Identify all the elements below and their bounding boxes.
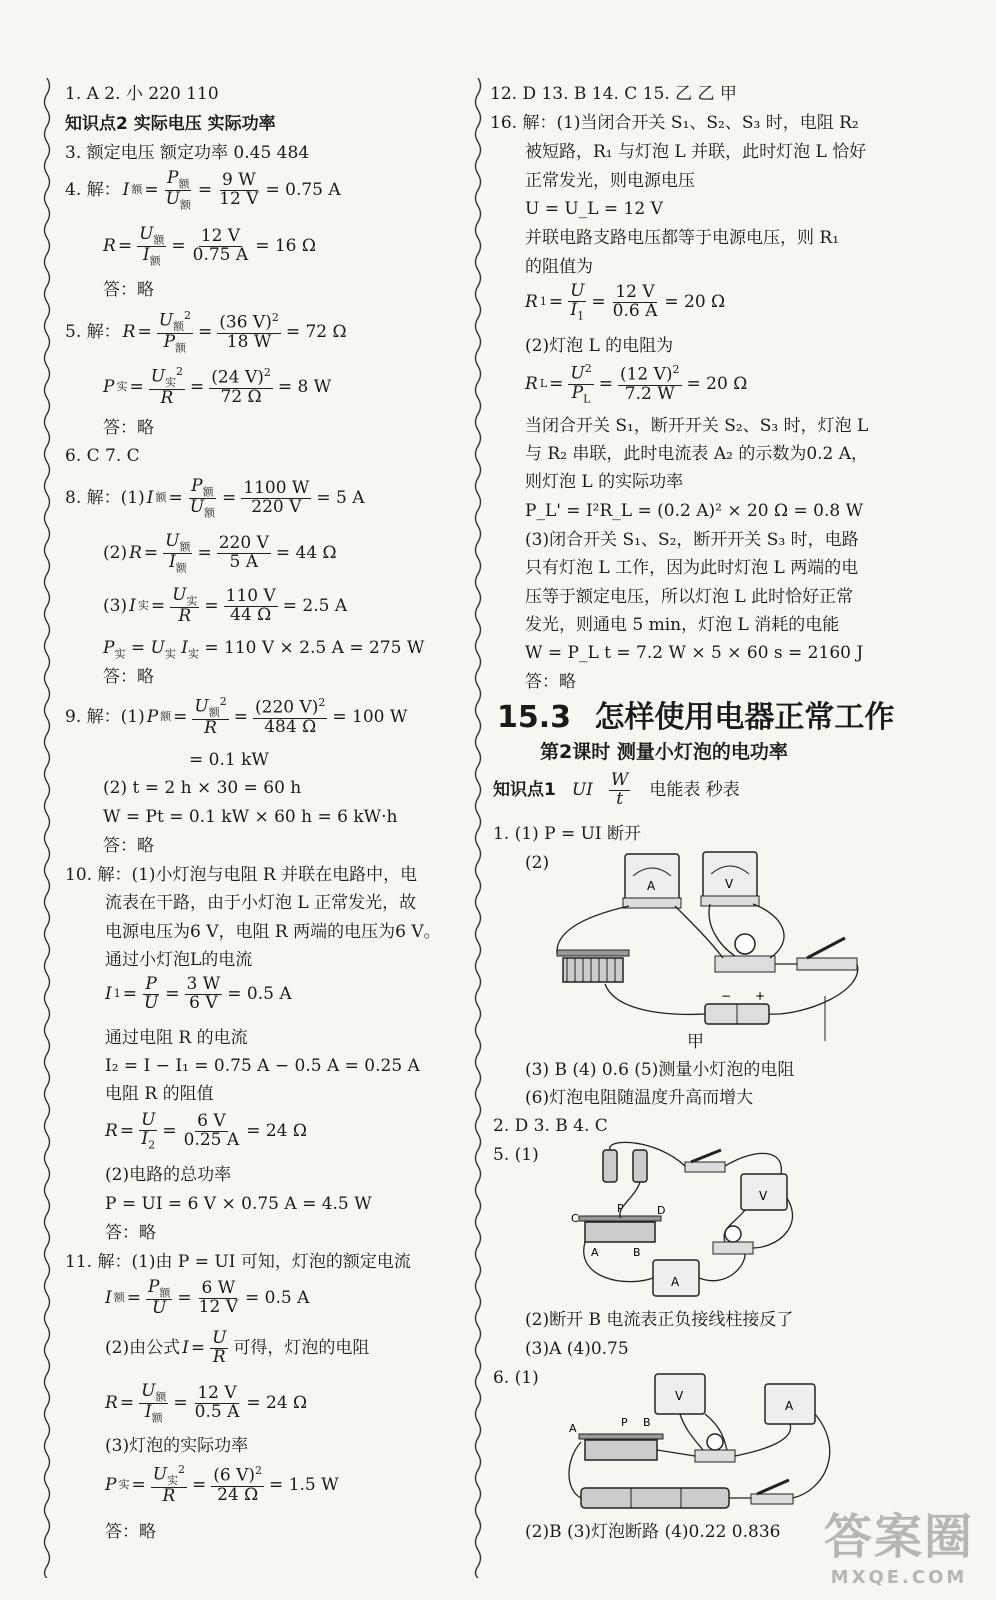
- ammeter-icon: [765, 1384, 815, 1424]
- q10-line-3: 电源电压为6 V，电阻 R 两端的电压为6 V。: [105, 922, 441, 942]
- q1-line-4: (6)灯泡电阻随温度升高而增大: [525, 1088, 754, 1108]
- battery-icon: [705, 989, 769, 1024]
- answer-line-6: 6. C 7. C: [65, 446, 140, 466]
- watermark-logo: 答案圈 MXQE.COM: [823, 1509, 974, 1588]
- q16-line-4: 并联电路支路电压都等于电源电压，则 R₁: [525, 228, 840, 248]
- q4-answer: 答：略: [103, 280, 154, 300]
- answer-line-2: 2. D 3. B 4. C: [493, 1116, 608, 1136]
- q16-line-1: 16. 解：(1)当闭合开关 S₁、S₂、S₃ 时，电阻 R₂: [490, 113, 859, 133]
- q16-energy: W = P_L t = 7.2 W × 5 × 60 s = 2160 J: [525, 643, 864, 663]
- q10-power: P = UI = 6 V × 0.75 A = 4.5 W: [105, 1194, 372, 1214]
- ammeter-icon: [623, 854, 681, 908]
- q10-resistance-equation: R = $\frac{U}{I_2}$ = $\frac{6 V}{0.25 A}$ = 24 Ω: [105, 1110, 307, 1152]
- q1-line-2: (2): [525, 853, 550, 873]
- svg-text:A: A: [591, 1246, 599, 1259]
- battery-icon: [581, 1488, 729, 1508]
- svg-text:−: −: [721, 989, 732, 1003]
- q16-line-5: 的阻值为: [525, 257, 593, 277]
- q16-answer: 答：略: [525, 672, 576, 692]
- q11-resistance-equation: R = $\frac{U_额}{I_额}$ = $\frac{12 V}{0.5 A}$ = 24 Ω: [105, 1381, 308, 1425]
- bulb-icon: [713, 1226, 753, 1254]
- q16-line-3: 正常发光，则电源电压: [525, 171, 695, 191]
- q9-power-equation: 9. 解：(1) P 额 = $\frac{U_额^2}{R}$ = $\frac{(220 V)^2}{484 \Omega}$ = 100 W: [65, 695, 408, 738]
- q5-resistance-equation: 5. 解： R = $\frac{U_额^2}{P_额}$ = $\frac{(36 V)^2}{18 W}$ = 72 Ω: [65, 309, 347, 354]
- q10-answer: 答：略: [105, 1223, 156, 1243]
- voltmeter-icon: [655, 1374, 705, 1414]
- svg-text:A: A: [569, 1422, 577, 1435]
- q10-line-6: 电阻 R 的阻值: [105, 1084, 214, 1104]
- svg-text:V: V: [725, 877, 734, 891]
- rheostat-icon: [569, 1416, 663, 1460]
- q9-energy: W = Pt = 0.1 kW × 60 h = 6 kW·h: [103, 807, 398, 827]
- knowledge-point-2: 知识点2 实际电压 实际功率: [65, 114, 276, 134]
- switch-icon: [685, 1150, 725, 1172]
- rheostat-icon: [557, 950, 629, 982]
- q16-line-9: 则灯泡 L 的实际功率: [525, 472, 684, 492]
- q16-line-13: 发光，则通电 5 min，灯泡 L 消耗的电能: [525, 615, 840, 635]
- q4-resistance-equation: R = $\frac{U_额}{I_额}$ = $\frac{12 V}{0.75 A}$ = 16 Ω: [103, 224, 316, 268]
- q16-line-11: 只有灯泡 L 工作，因为此时灯泡 L 两端的电: [525, 558, 859, 578]
- answer-line-3: 3. 额定电压 额定功率 0.45 484: [65, 143, 310, 163]
- q11-line-2: (2)由公式 I = $\frac{U}{R}$ 可得，灯泡的电阻: [105, 1328, 370, 1367]
- figure-1-caption: 甲: [687, 1032, 704, 1052]
- q16-line-8: 与 R₂ 串联，此时电流表 A₂ 的示数为0.2 A，: [525, 444, 869, 464]
- q1-line-3: (3) B (4) 0.6 (5)测量小灯泡的电阻: [525, 1060, 795, 1080]
- q6-line-2: (2)B (3)灯泡断路 (4)0.22 0.836: [525, 1522, 781, 1542]
- q9-time: (2) t = 2 h × 30 = 60 h: [103, 778, 302, 798]
- q1-line-1: 1. (1) P = UI 断开: [493, 824, 642, 844]
- q10-line-1: 10. 解：(1)小灯泡与电阻 R 并联在电路中，电: [65, 865, 418, 885]
- q9-answer: 答：略: [103, 836, 154, 856]
- q8-current-equation: 8. 解：(1) I 额 = $\frac{P_额}{U_额}$ = $\frac{1100 W}{220 V}$ = 5 A: [65, 476, 365, 520]
- svg-text:B: B: [643, 1416, 651, 1429]
- q11-current-equation: I 额 = $\frac{P_额}{U}$ = $\frac{6 W}{12 V}$ = 0.5 A: [105, 1277, 310, 1318]
- lesson-title: 第2课时 测量小灯泡的电功率: [540, 741, 788, 763]
- svg-text:A: A: [785, 1399, 794, 1413]
- q11-line-3: (3)灯泡的实际功率: [105, 1436, 249, 1456]
- q16-voltage: U = U_L = 12 V: [525, 199, 663, 219]
- svg-text:+: +: [755, 989, 766, 1003]
- q16-line-10: (3)闭合开关 S₁、S₂，断开开关 S₃ 时，电路: [525, 530, 859, 550]
- svg-text:V: V: [759, 1189, 768, 1203]
- svg-text:A: A: [671, 1275, 680, 1289]
- section-title: 怎样使用电器正常工作: [594, 700, 895, 735]
- q5-line-3: (3)A (4)0.75: [525, 1339, 629, 1359]
- knowledge-point-1: 知识点1 UI $\frac{W}{t}$ 电能表 秒表: [493, 770, 740, 809]
- q8-actual-current-equation: (3) I 实 = $\frac{U_实}{R}$ = $\frac{110 V}{44 \Omega}$ = 2.5 A: [103, 585, 348, 626]
- answer-line-12: 12. D 13. B 14. C 15. 乙 乙 甲: [490, 84, 737, 104]
- q16-power: P_L' = I²R_L = (0.2 A)² × 20 Ω = 0.8 W: [525, 501, 864, 521]
- circuit-figure-1: [545, 846, 865, 1056]
- svg-text:A: A: [647, 879, 656, 893]
- q16-rl-equation: R L = $\frac{U^2}{P_L}$ = $\frac{(12 V)^2}{7.2 W}$ = 20 Ω: [525, 362, 748, 405]
- switch-icon: [797, 938, 857, 970]
- q5-answer: 答：略: [103, 418, 154, 438]
- q16-line-6: (2)灯泡 L 的电阻为: [525, 336, 674, 356]
- svg-text:D: D: [657, 1204, 666, 1217]
- q11-power-equation: P 实 = $\frac{U_实^2}{R}$ = $\frac{(6 V)^2}{24 \Omega}$ = 1.5 W: [105, 1463, 339, 1506]
- q11-line-1: 11. 解：(1)由 P = UI 可知，灯泡的额定电流: [65, 1252, 411, 1272]
- svg-text:P: P: [621, 1416, 628, 1429]
- q5-power-equation: P 实 = $\frac{U_实^2}{R}$ = $\frac{(24 V)^2}{72 \Omega}$ = 8 W: [103, 365, 332, 408]
- q10-i2: I₂ = I − I₁ = 0.75 A − 0.5 A = 0.25 A: [105, 1056, 420, 1076]
- q6-label: 6. (1): [493, 1368, 539, 1388]
- circuit-figure-2: [545, 1138, 845, 1313]
- q5-line-2: (2)断开 B 电流表正负接线柱接反了: [525, 1310, 794, 1330]
- q10-line-4: 通过小灯泡L的电流: [105, 950, 253, 970]
- q10-line-5: 通过电阻 R 的电流: [105, 1028, 248, 1048]
- center-wavy-border: [471, 78, 485, 1578]
- svg-text:V: V: [675, 1389, 684, 1403]
- section-number: 15.3: [497, 700, 572, 735]
- left-wavy-border: [40, 78, 54, 1578]
- svg-text:C: C: [571, 1212, 579, 1225]
- rheostat-icon: [571, 1202, 665, 1259]
- svg-text:P: P: [617, 1202, 624, 1215]
- q16-line-12: 压等于额定电压，所以灯泡 L 此时恰好正常: [525, 587, 854, 607]
- q16-line-2: 被短路，R₁ 与灯泡 L 并联，此时灯泡 L 恰好: [525, 142, 867, 162]
- q10-current-equation: I 1 = $\frac{P}{U}$ = $\frac{3 W}{6 V}$ = 0.5 A: [105, 974, 292, 1013]
- voltmeter-icon: [701, 852, 759, 906]
- ammeter-icon: [653, 1260, 699, 1296]
- q16-r1-equation: R 1 = $\frac{U}{I_1}$ = $\frac{12 V}{0.6 A}$ = 20 Ω: [525, 281, 726, 323]
- q4-current-equation: 4. 解： I 额 = $\frac{P_额}{U_额}$ = $\frac{9 W}{12 V}$ = 0.75 A: [65, 168, 341, 212]
- q16-line-7: 当闭合开关 S₁，断开开关 S₂、S₃ 时，灯泡 L: [525, 416, 869, 436]
- q8-power-equation: $P_实 = U_实$ $I_实 = 110$ V × 2.5 A = 275 W: [103, 638, 425, 661]
- q10-line-7: (2)电路的总功率: [105, 1165, 232, 1185]
- q10-line-2: 流表在干路，由于小灯泡 L 正常发光，故: [105, 893, 417, 913]
- q11-answer: 答：略: [105, 1522, 156, 1542]
- bulb-icon: [715, 934, 775, 972]
- section-heading: [497, 698, 894, 742]
- q9-kw: = 0.1 kW: [189, 750, 269, 770]
- svg-text:B: B: [633, 1246, 641, 1259]
- q8-resistance-equation: (2) R = $\frac{U_额}{I_额}$ = $\frac{220 V}{5 A}$ = 44 Ω: [103, 531, 337, 575]
- switch-icon: [751, 1480, 793, 1504]
- q5-label: 5. (1): [493, 1145, 539, 1165]
- q8-answer: 答：略: [103, 667, 154, 687]
- battery-pair-icon: [603, 1150, 647, 1182]
- answer-line-1: 1. A 2. 小 220 110: [65, 84, 219, 104]
- voltmeter-icon: [741, 1174, 787, 1210]
